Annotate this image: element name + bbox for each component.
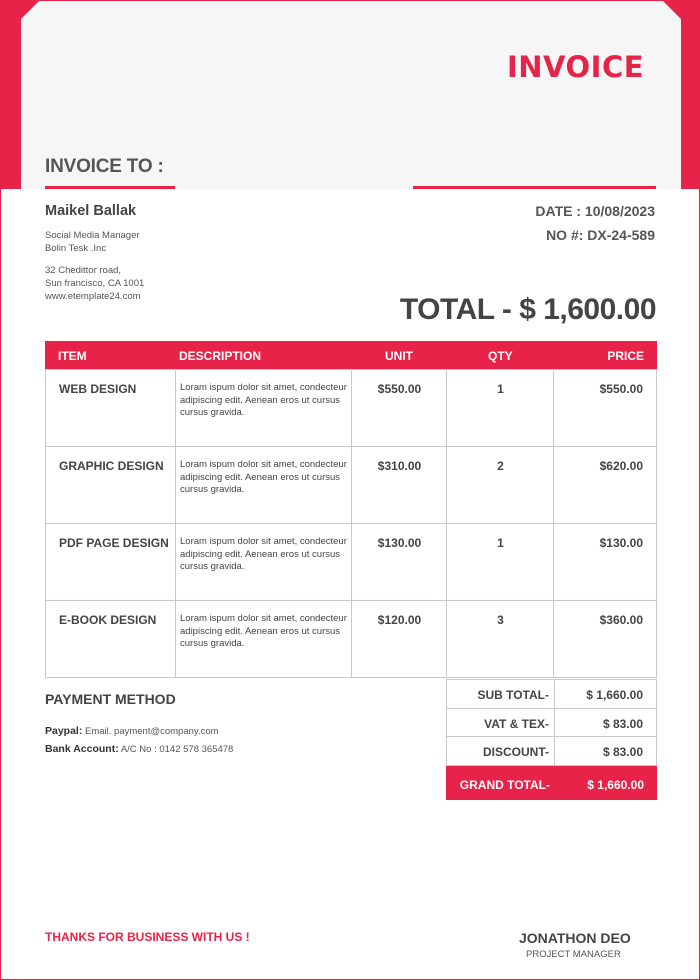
paypal-value: Email. payment@company.com [85, 726, 219, 737]
row-item: E-BOOK DESIGN [59, 613, 157, 627]
table-row [46, 446, 656, 523]
discount-value: $ 83.00 [602, 745, 643, 759]
invoice-date: DATE : 10/08/2023 [535, 203, 655, 219]
row-qty: 3 [497, 613, 504, 627]
row-qty: 2 [497, 459, 504, 473]
table-row [46, 369, 656, 446]
client-position: Social Media Manager [45, 230, 140, 241]
invoice-title: INVOICE [507, 50, 645, 84]
client-website[interactable]: www.etemplate24.com [45, 291, 141, 302]
signer-name: JONATHON DEO [519, 930, 631, 946]
invoice-number: NO #: DX-24-589 [546, 227, 655, 243]
col-header-unit: UNIT [385, 349, 413, 363]
grand-total-value: $ 1,660.00 [587, 778, 644, 792]
signer-role: PROJECT MANAGER [526, 949, 621, 960]
row-unit: $550.00 [377, 382, 422, 396]
payment-paypal [45, 725, 219, 737]
table-row [46, 523, 656, 600]
row-item: WEB DESIGN [59, 382, 137, 396]
invoice-to-label: INVOICE TO : [45, 156, 164, 177]
row-price: $620.00 [599, 459, 643, 473]
thanks-message: THANKS FOR BUSINESS WITH US ! [45, 930, 250, 944]
row-price: $550.00 [599, 382, 643, 396]
col-header-description: DESCRIPTION [179, 349, 262, 363]
client-address-line-2: Sun francisco, CA 1001 [45, 278, 145, 289]
table-body [45, 369, 657, 678]
row-qty: 1 [497, 382, 504, 396]
row-price: $130.00 [599, 536, 643, 550]
row-qty: 1 [497, 536, 504, 550]
row-unit: $120.00 [377, 613, 422, 627]
row-description: Loram ispum dolor sit amet, condecteur adipiscing edit. Aenean eros ut cursus cursus gravida. [180, 382, 347, 418]
vat-value: $ 83.00 [602, 716, 643, 731]
subtotal-value: $ 1,660.00 [586, 688, 643, 702]
discount-row [447, 736, 656, 765]
col-header-qty: QTY [488, 349, 513, 363]
row-description: Loram ispum dolor sit amet, condecteur adipiscing edit. Aenean eros ut cursus cursus gravida. [180, 536, 347, 572]
vat-label: VAT & TEX- [484, 716, 549, 731]
row-unit: $130.00 [377, 536, 422, 550]
bank-label: Bank Account: [45, 743, 119, 755]
totals-table [446, 679, 657, 766]
table-row [46, 600, 656, 677]
invoice-to-underline [45, 186, 175, 189]
subtotal-label: SUB TOTAL- [477, 688, 549, 702]
client-company: Bolin Tesk .Inc [45, 243, 107, 254]
total-amount-banner: TOTAL - $ 1,600.00 [399, 293, 656, 326]
row-price: $360.00 [599, 613, 643, 627]
bank-value: A/C No : 0142 578 365478 [120, 744, 234, 755]
row-item: PDF PAGE DESIGN [59, 536, 169, 550]
subtotal-row [447, 679, 656, 708]
client-name: Maikel Ballak [45, 203, 137, 219]
table-header [45, 341, 657, 369]
items-table [45, 341, 657, 678]
col-header-item: ITEM [58, 349, 87, 363]
col-header-price: PRICE [607, 349, 644, 363]
grand-total-row [446, 766, 657, 800]
client-address-line-1: 32 Chedittor road, [45, 265, 122, 276]
row-description: Loram ispum dolor sit amet, condecteur adipiscing edit. Aenean eros ut cursus cursus gravida. [180, 459, 347, 495]
payment-method-title: PAYMENT METHOD [45, 691, 176, 707]
row-description: Loram ispum dolor sit amet, condecteur adipiscing edit. Aenean eros ut cursus cursus gravida. [180, 613, 347, 649]
vat-row [447, 708, 656, 737]
paypal-label: Paypal: [45, 725, 83, 737]
discount-label: DISCOUNT- [483, 745, 549, 759]
row-unit: $310.00 [377, 459, 422, 473]
grand-total-label: GRAND TOTAL- [459, 778, 550, 792]
row-item: GRAPHIC DESIGN [59, 459, 164, 473]
meta-underline [413, 186, 656, 189]
payment-bank [45, 743, 233, 755]
